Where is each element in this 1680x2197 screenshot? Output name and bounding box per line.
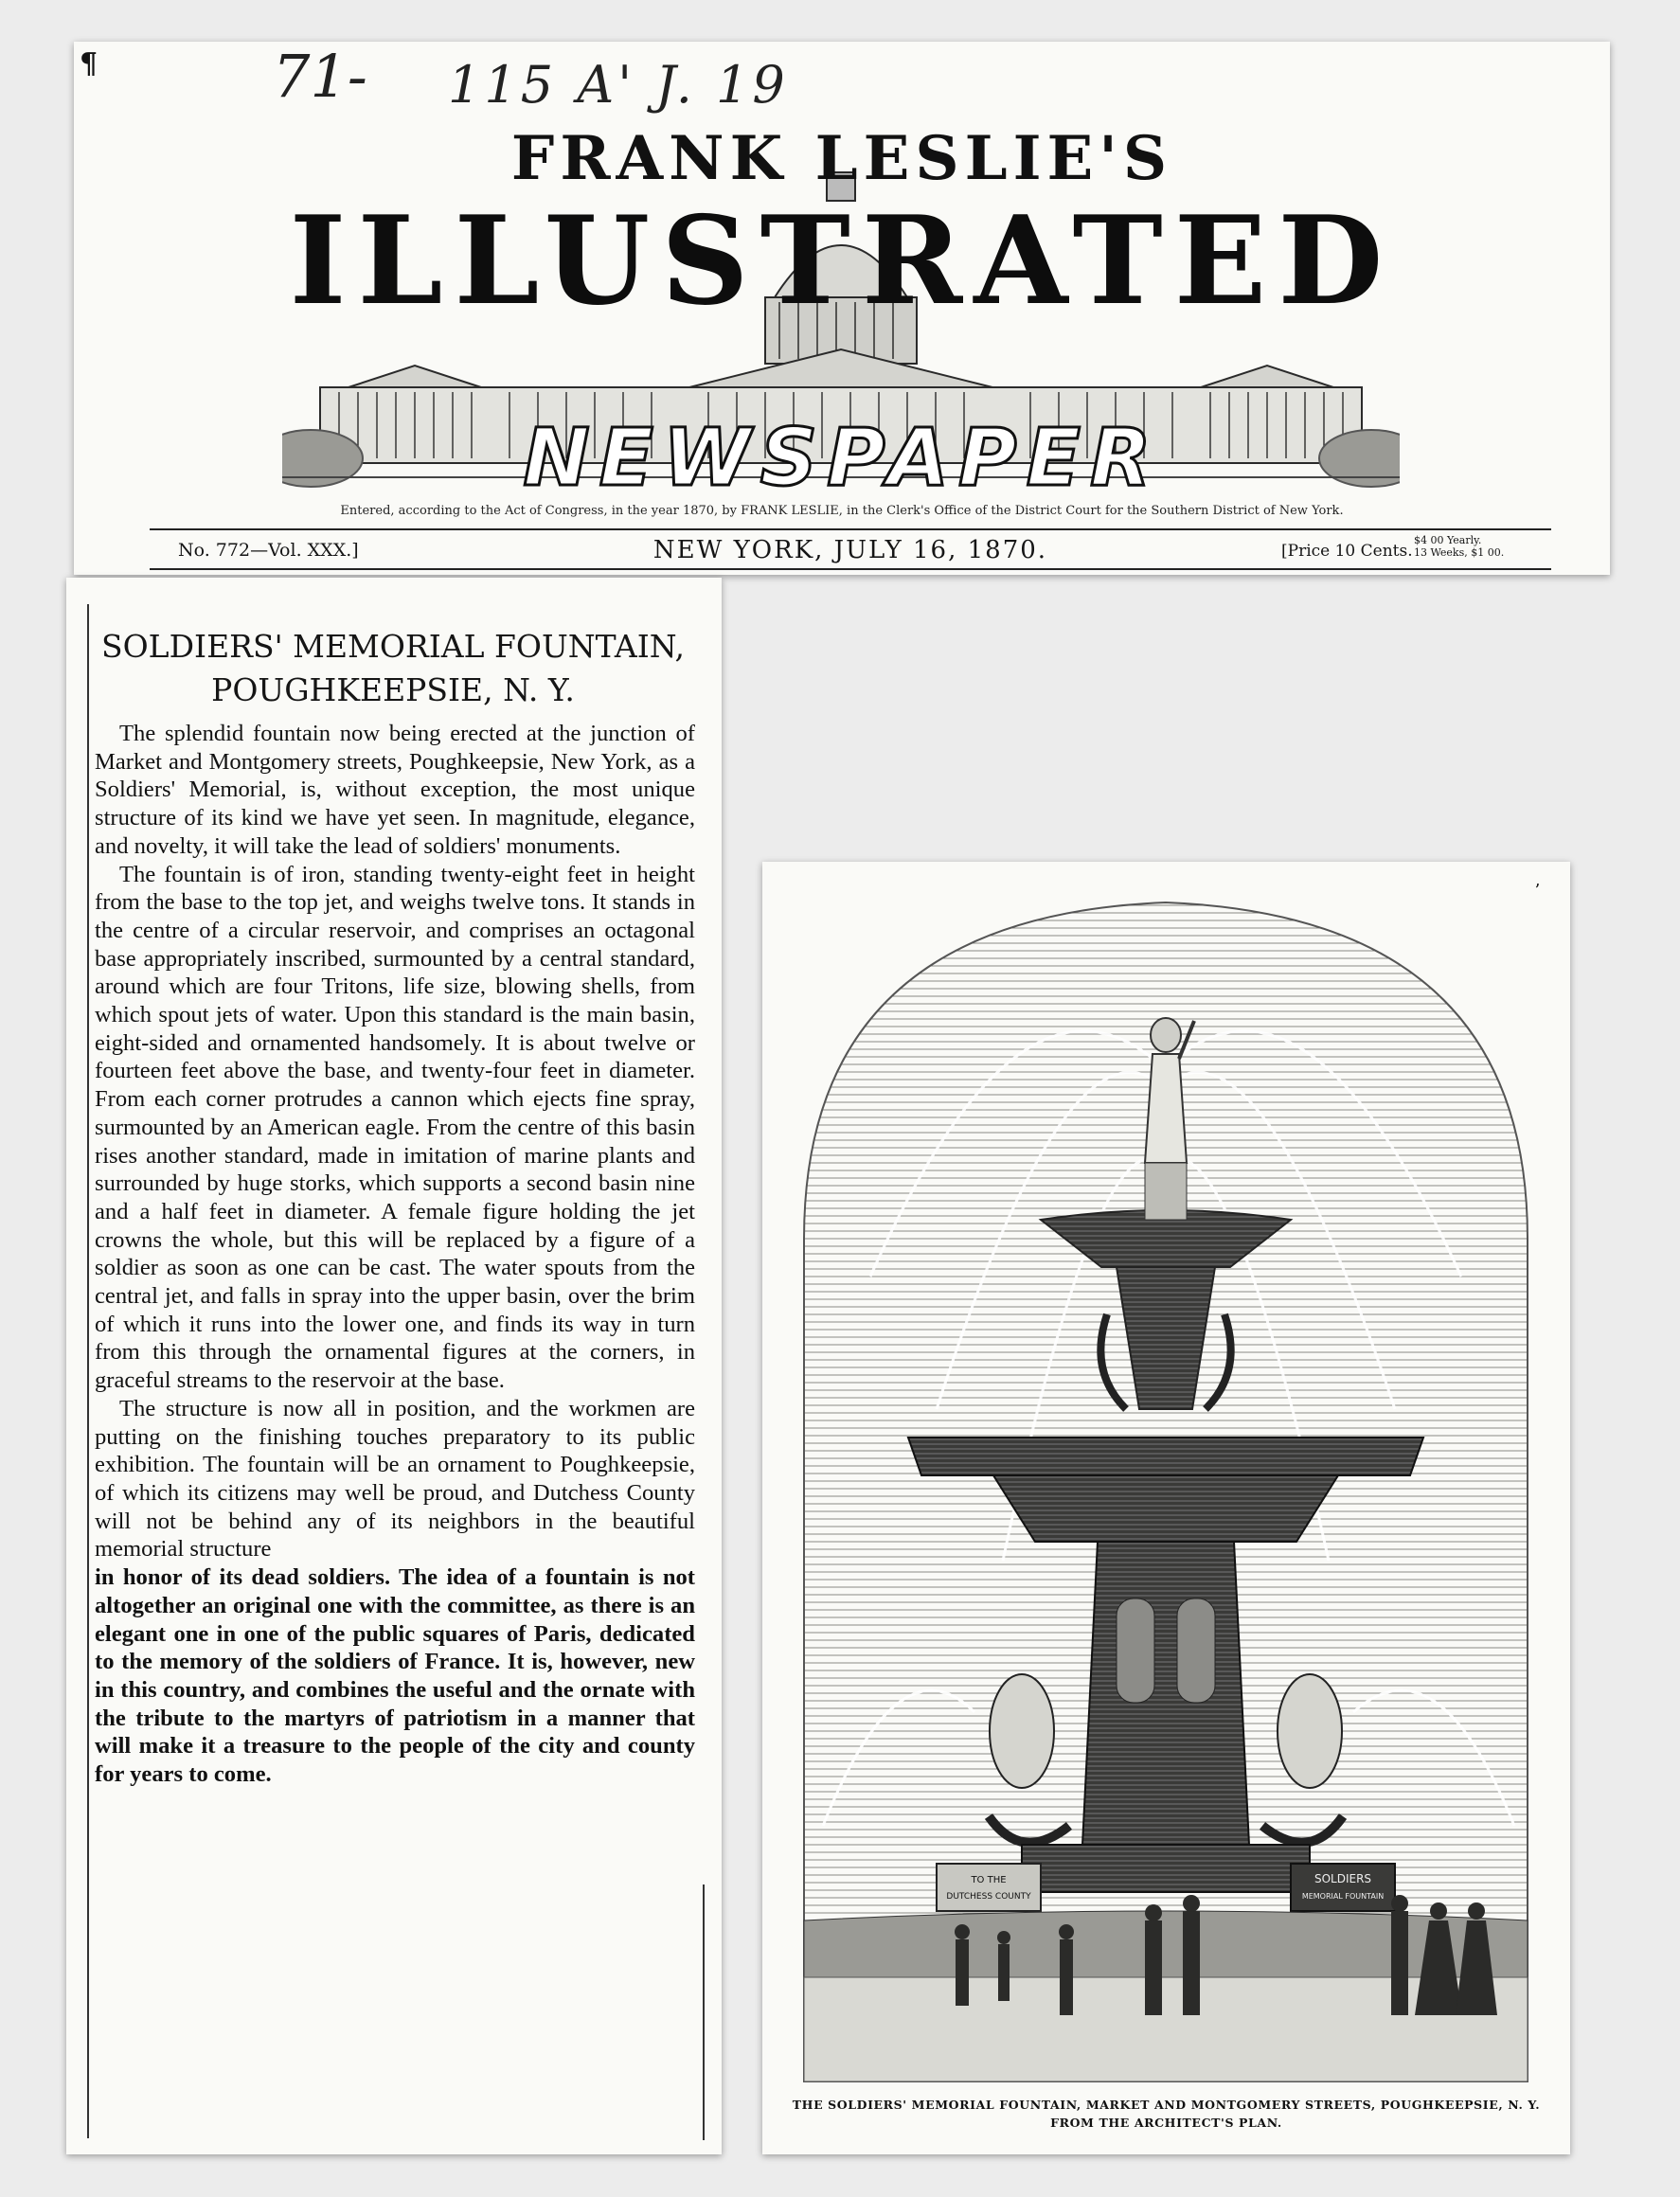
masthead-rule-bottom	[150, 568, 1551, 570]
paragraph-3: The structure is now all in position, and the workmen are putting on the finishing touches preparatory to its public exhibition. The fountain will be an ornament to Poughkeepsie, of which its citizens may well be proud, and Dutchess County will not be behind any of its neighbors in the beautiful memorial structure	[95, 1395, 695, 1563]
corner-mark: ¶	[80, 47, 98, 80]
issue-number: No. 772—Vol. XXX.]	[178, 540, 359, 561]
illustration-clipping	[762, 862, 1570, 2154]
paragraph-2: The fountain is of iron, standing twenty-eight feet in height from the base to the top jet, and weighs twelve tons. It stands in the centre of a circular reservoir, and comprises an octagonal base appropriately inscribed, surmounted by a central standard, around which are four Tritons, life size, blowing shells, from which spout jets of water. Upon this standard is the main basin, eight-sided and ornamented handsomely. It is about twelve or fourteen feet above the base, and twenty-four feet in diameter. From each corner protrudes a cannon which ejects fine spray, surmounted by an American eagle. From the centre of this basin rises another standard, made in imitation of marine plants and surrounded by huge storks, which supports a second basin nine and a half feet in diameter. A female figure holding the jet crowns the whole, but this will be replaced by a figure of a soldier as soon as one can be cast. The water spouts from the central jet, and falls in spray into the upper basin, over the brim of which it runs into the lower one, and finds its way in turn from this through the ornamental figures at the corners, in graceful streams to the reservoir at the base.	[95, 861, 695, 1394]
masthead-title: ILLUSTRATED	[289, 190, 1395, 332]
masthead-rule-top	[150, 528, 1551, 530]
article-body	[95, 720, 695, 1789]
article-headline	[66, 625, 720, 712]
subscription-rates	[1414, 534, 1504, 559]
rate-yearly: $4 00 Yearly.	[1414, 534, 1482, 546]
handwritten-note-2: 115 A' J. 19	[448, 55, 789, 115]
side-rule	[703, 1884, 705, 2140]
issue-line	[150, 534, 1551, 568]
price: [Price 10 Cents.	[1281, 542, 1413, 561]
article-clipping	[66, 578, 722, 2154]
rate-weeks: 13 Weeks, $1 00.	[1414, 546, 1505, 559]
plaque-left-line-2: DUTCHESS COUNTY	[946, 1892, 1031, 1902]
headline-line-1: SOLDIERS' MEMORIAL FOUNTAIN,	[101, 628, 685, 665]
publisher-name: FRANK LESLIE'S	[510, 123, 1173, 194]
handwritten-note-1: 71-	[273, 42, 367, 111]
fountain-engraving	[785, 879, 1546, 2091]
illustration-caption	[762, 2096, 1570, 2132]
masthead-subtitle: NEWSPAPER	[523, 411, 1161, 504]
plaque-left-line-1: TO THE	[971, 1875, 1007, 1885]
masthead-clipping	[74, 42, 1610, 575]
paragraph-1: The splendid fountain now being erected at the junction of Market and Montgomery streets, Poughkeepsie, New York, as a Soldiers' Memorial, is, without exception, the most unique structure of its kind we have yet seen. In magnitude, elegance, and novelty, it will take the lead of soldiers' monuments.	[95, 721, 695, 859]
plaque-right-line-2: MEMORIAL FOUNTAIN	[1301, 1892, 1385, 1901]
caption-line-2: FROM THE ARCHITECT'S PLAN.	[1050, 2116, 1282, 2130]
headline-line-2: POUGHKEEPSIE, N. Y.	[211, 671, 575, 708]
stray-mark: ʼ	[1534, 881, 1540, 901]
dateline: NEW YORK, JULY 16, 1870.	[652, 536, 1048, 564]
copyright-notice: Entered, according to the Act of Congress, in the year 1870, by FRANK LESLIE, in the Clerk's Office of the District Court for the Southern District of New York.	[340, 504, 1344, 518]
paragraph-4: in honor of its dead soldiers. The idea of a fountain is not altogether an original one with the committee, as there is an elegant one in one of the public squares of Paris, dedicated to the memory of the soldiers of France. It is, however, new in this country, and combines the useful and the ornate with the tribute to the martyrs of patriotism in a manner that will make it a treasure to the people of the city and county for years to come.	[95, 1564, 695, 1788]
plaque-right-line-1: SOLDIERS	[1314, 1872, 1372, 1885]
caption-line-1: THE SOLDIERS' MEMORIAL FOUNTAIN, MARKET AND MONTGOMERY STREETS, POUGHKEEPSIE, N. Y.	[792, 2098, 1541, 2112]
